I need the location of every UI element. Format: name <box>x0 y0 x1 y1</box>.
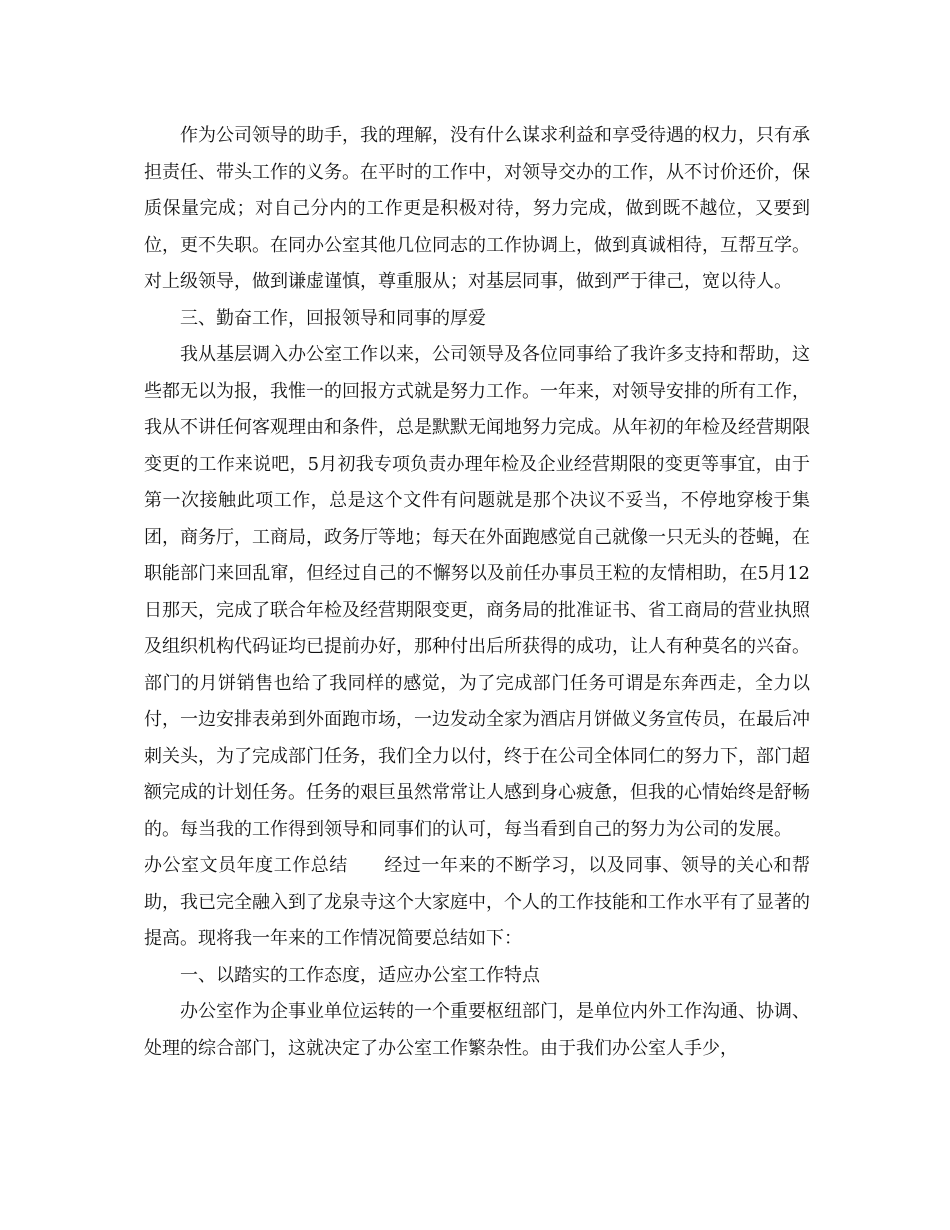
summary-title: 办公室文员年度工作总结 <box>144 855 348 876</box>
summary-intro-text: 经过一年来的不断学习，以及同事、领导的关心和帮助，我已完全融入到了龙泉寺这个大家庭中，个人的工作技能和工作水平有了显著的提高。现将我一年来的工作情况简要总结如下： <box>144 855 811 949</box>
paragraph-leadership-assistant: 作为公司领导的助手，我的理解，没有什么谋求利益和享受待遇的权力，只有承担责任、带头工作的义务。在平时的工作中，对领导交办的工作，从不讨价还价，保质保量完成；对自己分内的工作更是积极对待，努力完成，做到既不越位，又要到位，更不失职。在同办公室其他几位同志的工作协调上，做到真诚相待，互帮互学。对上级领导，做到谦虚谨慎，尊重服从；对基层同事，做到严于律己，宽以待人。 <box>144 125 810 292</box>
paragraph-office-role: 办公室作为企事业单位运转的一个重要枢纽部门，是单位内外工作沟通、协调、处理的综合部门，这就决定了办公室工作繁杂性。由于我们办公室人手少， <box>144 1001 810 1059</box>
paragraph-summary-intro <box>144 848 810 958</box>
section-heading-one: 一、以踏实的工作态度，适应办公室工作特点 <box>180 964 540 986</box>
document-page <box>144 118 810 1067</box>
section-heading-three: 三、勤奋工作，回报领导和同事的厚爱 <box>180 307 486 329</box>
paragraph-hard-work: 我从基层调入办公室工作以来，公司领导及各位同事给了我许多支持和帮助，这些都无以为报，我惟一的回报方式就是努力工作。一年来，对领导安排的所有工作，我从不讲任何客观理由和条件，总是默默无闻地努力完成。从年初的年检及经营期限变更的工作来说吧，5月初我专项负责办理年检及企业经营期限的变更等事宜，由于第一次接触此项工作，总是这个文件有问题就是那个决议不妥当，不停地穿梭于集团，商务厅，工商局，政务厅等地；每天在外面跑感觉自己就像一只无头的苍蝇，在职能部门来回乱窜，但经过自己的不懈努以及前任办事员王粒的友情相助，在5月12日那天，完成了联合年检及经营期限变更，商务局的批准证书、省工商局的营业执照及组织机构代码证均已提前办好，那种付出后所获得的成功，让人有种莫名的兴奋。部门的月饼销售也给了我同样的感觉，为了完成部门任务可谓是东奔西走，全力以付，一边安排表弟到外面跑市场，一边发动全家为酒店月饼做义务宣传员，在最后冲刺关头，为了完成部门任务，我们全力以付，终于在公司全体同仁的努力下，部门超额完成的计划任务。任务的艰巨虽然常常让人感到身心疲惫，但我的心情始终是舒畅的。每当我的工作得到领导和同事们的认可，每当看到自己的努力为公司的发展。 <box>144 344 810 840</box>
